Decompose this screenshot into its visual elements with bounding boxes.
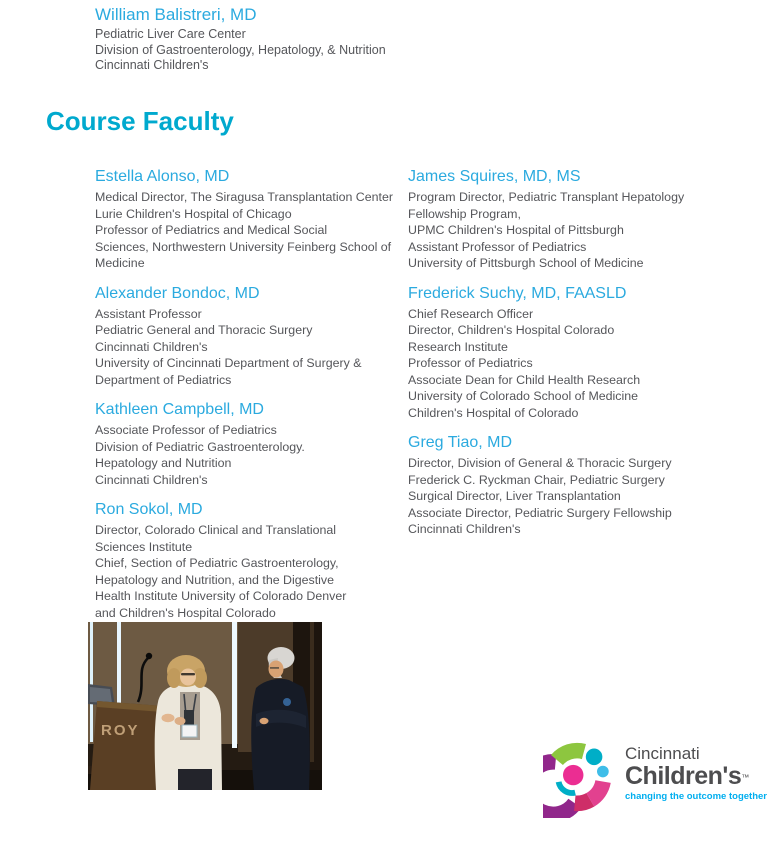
faculty-title-line: Sciences, Northwestern University Feinberg School of [95, 239, 392, 254]
faculty-title-line: Professor of Pediatrics [408, 356, 533, 370]
faculty-title-line: Program Director, Pediatric Transplant Hepatology [408, 190, 685, 204]
faculty-title-line: Pediatric General and Thoracic Surgery [95, 323, 313, 337]
faculty-entry [95, 400, 407, 488]
faculty-title-line: Cincinnati Children's [95, 472, 208, 487]
logo-wordmark [625, 744, 767, 802]
faculty-title-line: University of Cincinnati Department of Surgery & [95, 356, 362, 370]
faculty-entry [95, 284, 407, 389]
logo-c-mark-icon [543, 736, 621, 818]
faculty-title-line: Surgical Director, Liver Transplantation [408, 489, 621, 503]
faculty-entry [408, 433, 718, 538]
faculty-title-line: Medical Director, The Siragusa Transplantation Center [95, 190, 393, 204]
cincinnati-childrens-logo [543, 736, 767, 818]
faculty-title-line: and Children's Hospital Colorado [95, 605, 276, 620]
faculty-title-line: Lurie Children's Hospital of Chicago [95, 206, 292, 221]
faculty-column-left [95, 167, 407, 633]
faculty-title-line: Health Institute University of Colorado Denver [95, 589, 347, 603]
author-detail-line: Cincinnati Children's [95, 58, 209, 72]
faculty-title-line: Associate Dean for Child Health Research [408, 372, 641, 387]
faculty-title-line: Children's Hospital of Colorado [408, 405, 579, 420]
logo-tagline: changing the outcome together [625, 791, 767, 802]
faculty-title-line: Cincinnati Children's [408, 522, 521, 536]
logo-cincinnati-text: Cincinnati [625, 744, 700, 763]
logo-childrens-word: Children's [625, 762, 742, 790]
faculty-name: Frederick Suchy, MD, FAASLD [408, 284, 627, 302]
faculty-title-line: Associate Professor of Pediatrics [95, 423, 277, 437]
author-name: William Balistreri, MD [95, 5, 257, 24]
faculty-title-line: Department of Pediatrics [95, 372, 232, 387]
faculty-name: Greg Tiao, MD [408, 434, 513, 451]
faculty-title-line: Chief, Section of Pediatric Gastroenterology, [95, 556, 339, 570]
author-block [95, 5, 386, 74]
author-detail-line: Division of Gastroenterology, Hepatology, & Nutrition [95, 42, 386, 57]
faculty-title-line: Hepatology and Nutrition, and the Digestive [95, 572, 335, 587]
faculty-title-line: Chief Research Officer [408, 306, 534, 321]
faculty-entry [408, 167, 718, 272]
faculty-entry [95, 167, 407, 272]
conference-photo-illustration [88, 622, 322, 790]
faculty-title-line: Director, Children's Hospital Colorado [408, 323, 615, 337]
podium-text: ROY [101, 722, 140, 739]
faculty-name: Kathleen Campbell, MD [95, 401, 264, 418]
trademark-symbol: ™ [741, 773, 749, 782]
faculty-title-line: Cincinnati Children's [95, 339, 208, 354]
faculty-name: Alexander Bondoc, MD [95, 284, 260, 302]
faculty-title-line: Research Institute [408, 339, 508, 354]
faculty-title-line: Medicine [95, 256, 145, 270]
faculty-name: Estella Alonso, MD [95, 168, 230, 185]
faculty-title-line: Professor of Pediatrics and Medical Social [95, 223, 328, 237]
faculty-title-line: Assistant Professor [95, 306, 202, 321]
faculty-title-line: Director, Colorado Clinical and Translational [95, 523, 337, 537]
faculty-title-line: Sciences Institute [95, 539, 193, 554]
page-title: Course Faculty [46, 106, 234, 136]
faculty-title-line: Frederick C. Ryckman Chair, Pediatric Surgery [408, 472, 665, 487]
faculty-name: Ron Sokol, MD [95, 501, 203, 518]
logo-childrens-text [625, 763, 767, 789]
faculty-title-line: Hepatology and Nutrition [95, 456, 232, 470]
faculty-title-line: University of Colorado School of Medicine [408, 389, 639, 403]
conference-photo [88, 622, 322, 790]
faculty-entry [408, 284, 718, 422]
faculty-title-line: Assistant Professor of Pediatrics [408, 239, 587, 254]
faculty-entry [95, 500, 407, 621]
author-detail-line: Pediatric Liver Care Center [95, 27, 246, 41]
faculty-title-line: University of Pittsburgh School of Medicine [408, 256, 644, 270]
faculty-column-right [408, 167, 718, 550]
faculty-title-line: UPMC Children's Hospital of Pittsburgh [408, 223, 624, 237]
faculty-title-line: Director, Division of General & Thoracic Surgery [408, 456, 672, 470]
faculty-title-line: Fellowship Program, [408, 206, 521, 221]
faculty-name: James Squires, MD, MS [408, 168, 581, 185]
faculty-title-line: Associate Director, Pediatric Surgery Fellowship [408, 505, 672, 520]
author-details [95, 27, 386, 74]
faculty-title-line: Division of Pediatric Gastroenterology. [95, 439, 305, 454]
